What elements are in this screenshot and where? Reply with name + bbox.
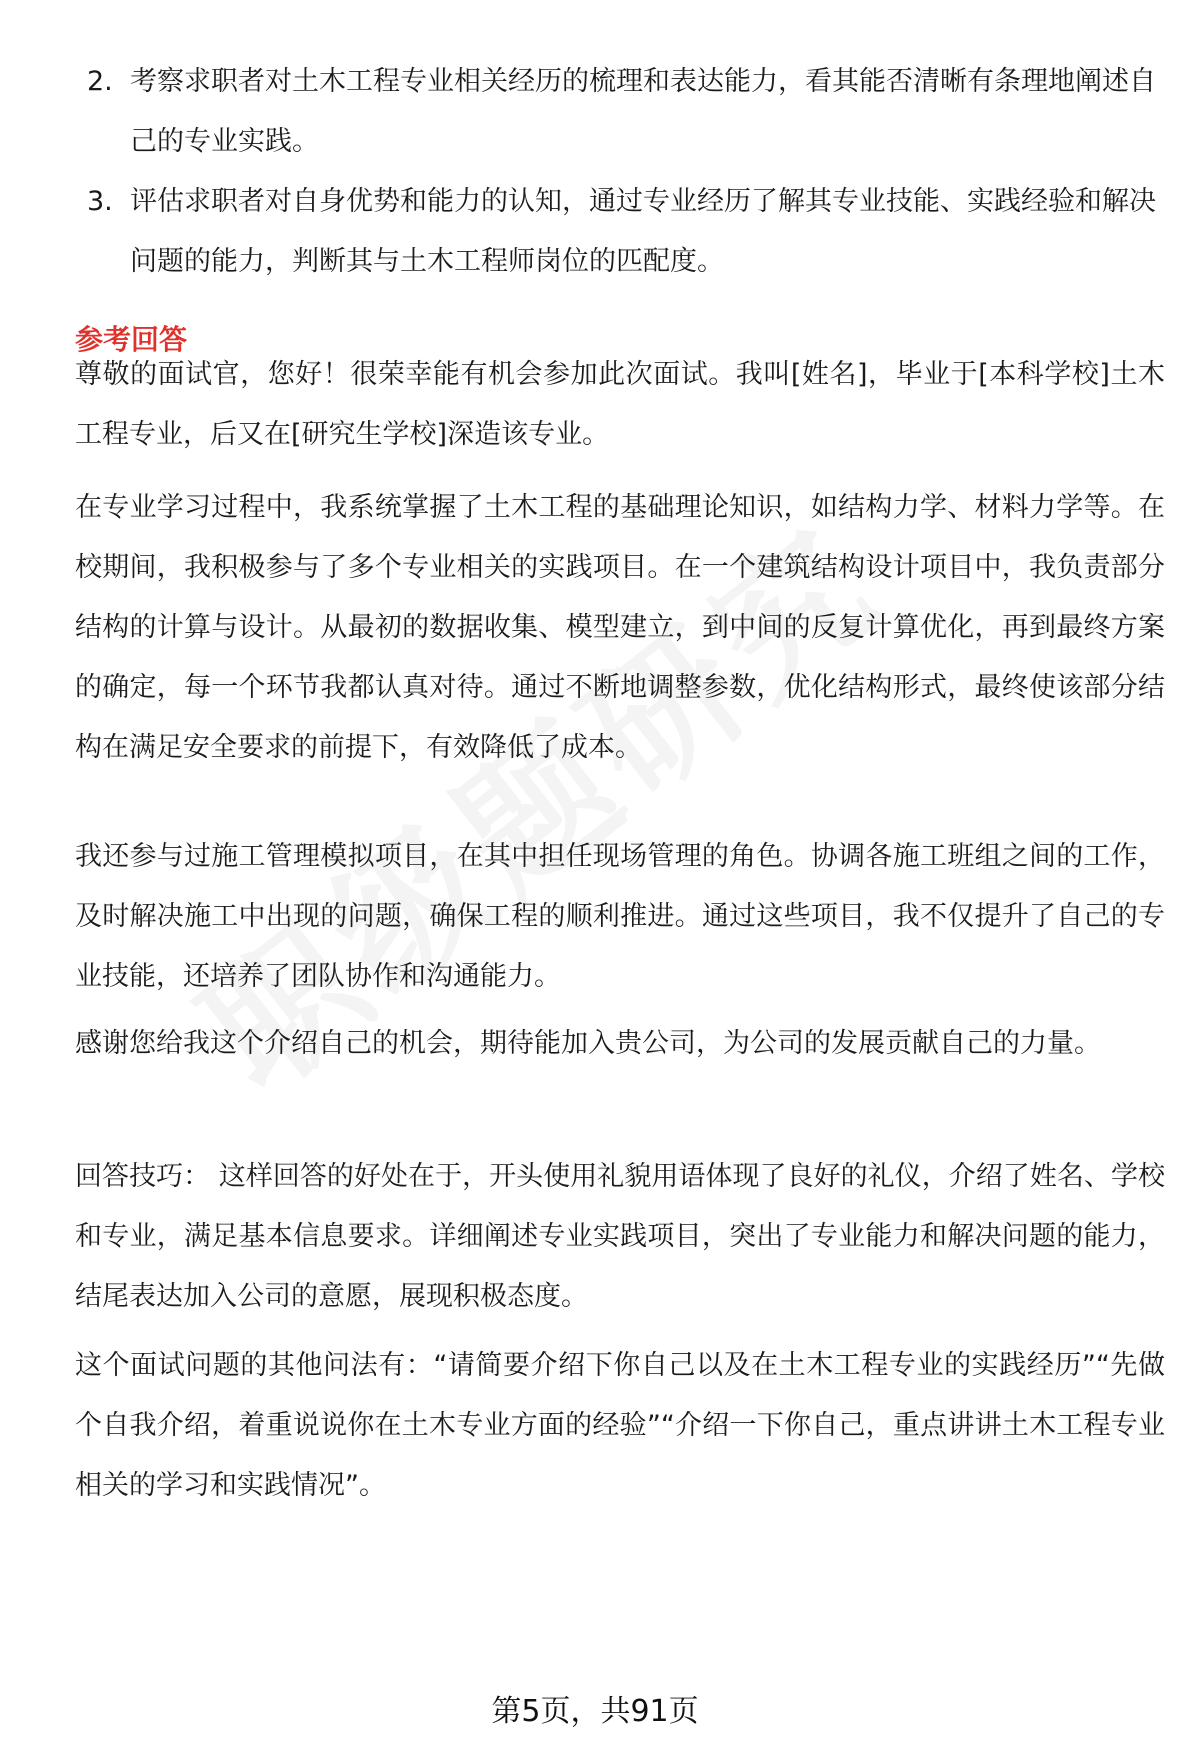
list-item-number: 2. bbox=[87, 66, 113, 97]
criteria-list bbox=[75, 52, 1165, 292]
list-item-number: 3. bbox=[87, 186, 113, 217]
paragraph-project: 我还参与过施工管理模拟项目，在其中担任现场管理的角色。协调各施工班组之间的工作，及时解决施工中出现的问题，确保工程的顺利推进。通过这些项目，我不仅提升了自己的专业技能，还培养了团队协作和沟通能力。 bbox=[75, 841, 1165, 992]
paragraph-greeting: 尊敬的面试官，您好！很荣幸能有机会参加此次面试。我叫[姓名]，毕业于[本科学校]土木工程专业，后又在[研究生学校]深造该专业。 bbox=[75, 359, 1165, 450]
paragraph-study: 在专业学习过程中，我系统掌握了土木工程的基础理论知识，如结构力学、材料力学等。在校期间，我积极参与了多个专业相关的实践项目。在一个建筑结构设计项目中，我负责部分结构的计算与设计。从最初的数据收集、模型建立，到中间的反复计算优化，再到最终方案的确定，每一个环节我都认真对待。通过不断地调整参数，优化结构形式，最终使该部分结构在满足安全要求的前提下，有效降低了成本。 bbox=[75, 492, 1165, 763]
list-item bbox=[75, 52, 1165, 172]
list-item bbox=[75, 172, 1165, 292]
paragraph-thanks: 感谢您给我这个介绍自己的机会，期待能加入贵公司，为公司的发展贡献自己的力量。 bbox=[75, 1028, 1101, 1059]
paragraph-tips: 回答技巧： 这样回答的好处在于，开头使用礼貌用语体现了良好的礼仪，介绍了姓名、学校和专业，满足基本信息要求。详细阐述专业实践项目，突出了专业能力和解决问题的能力，结尾表达加入公司的意愿，展现积极态度。 bbox=[75, 1161, 1165, 1312]
section-title: 参考回答 bbox=[75, 323, 188, 356]
paragraph-alternatives: 这个面试问题的其他问法有：“请简要介绍下你自己以及在土木工程专业的实践经历”“先做个自我介绍，着重说说你在土木专业方面的经验”“介绍一下你自己，重点讲讲土木工程专业相关的学习和实践情况”。 bbox=[75, 1350, 1165, 1501]
list-item-text: 考察求职者对土木工程专业相关经历的梳理和表达能力，看其能否清晰有条理地阐述自己的专业实践。 bbox=[130, 66, 1156, 157]
list-item-text: 评估求职者对自身优势和能力的认知，通过专业经历了解其专业技能、实践经验和解决问题的能力，判断其与土木工程师岗位的匹配度。 bbox=[130, 186, 1156, 277]
page-footer: 第5页，共91页 bbox=[491, 1694, 699, 1729]
